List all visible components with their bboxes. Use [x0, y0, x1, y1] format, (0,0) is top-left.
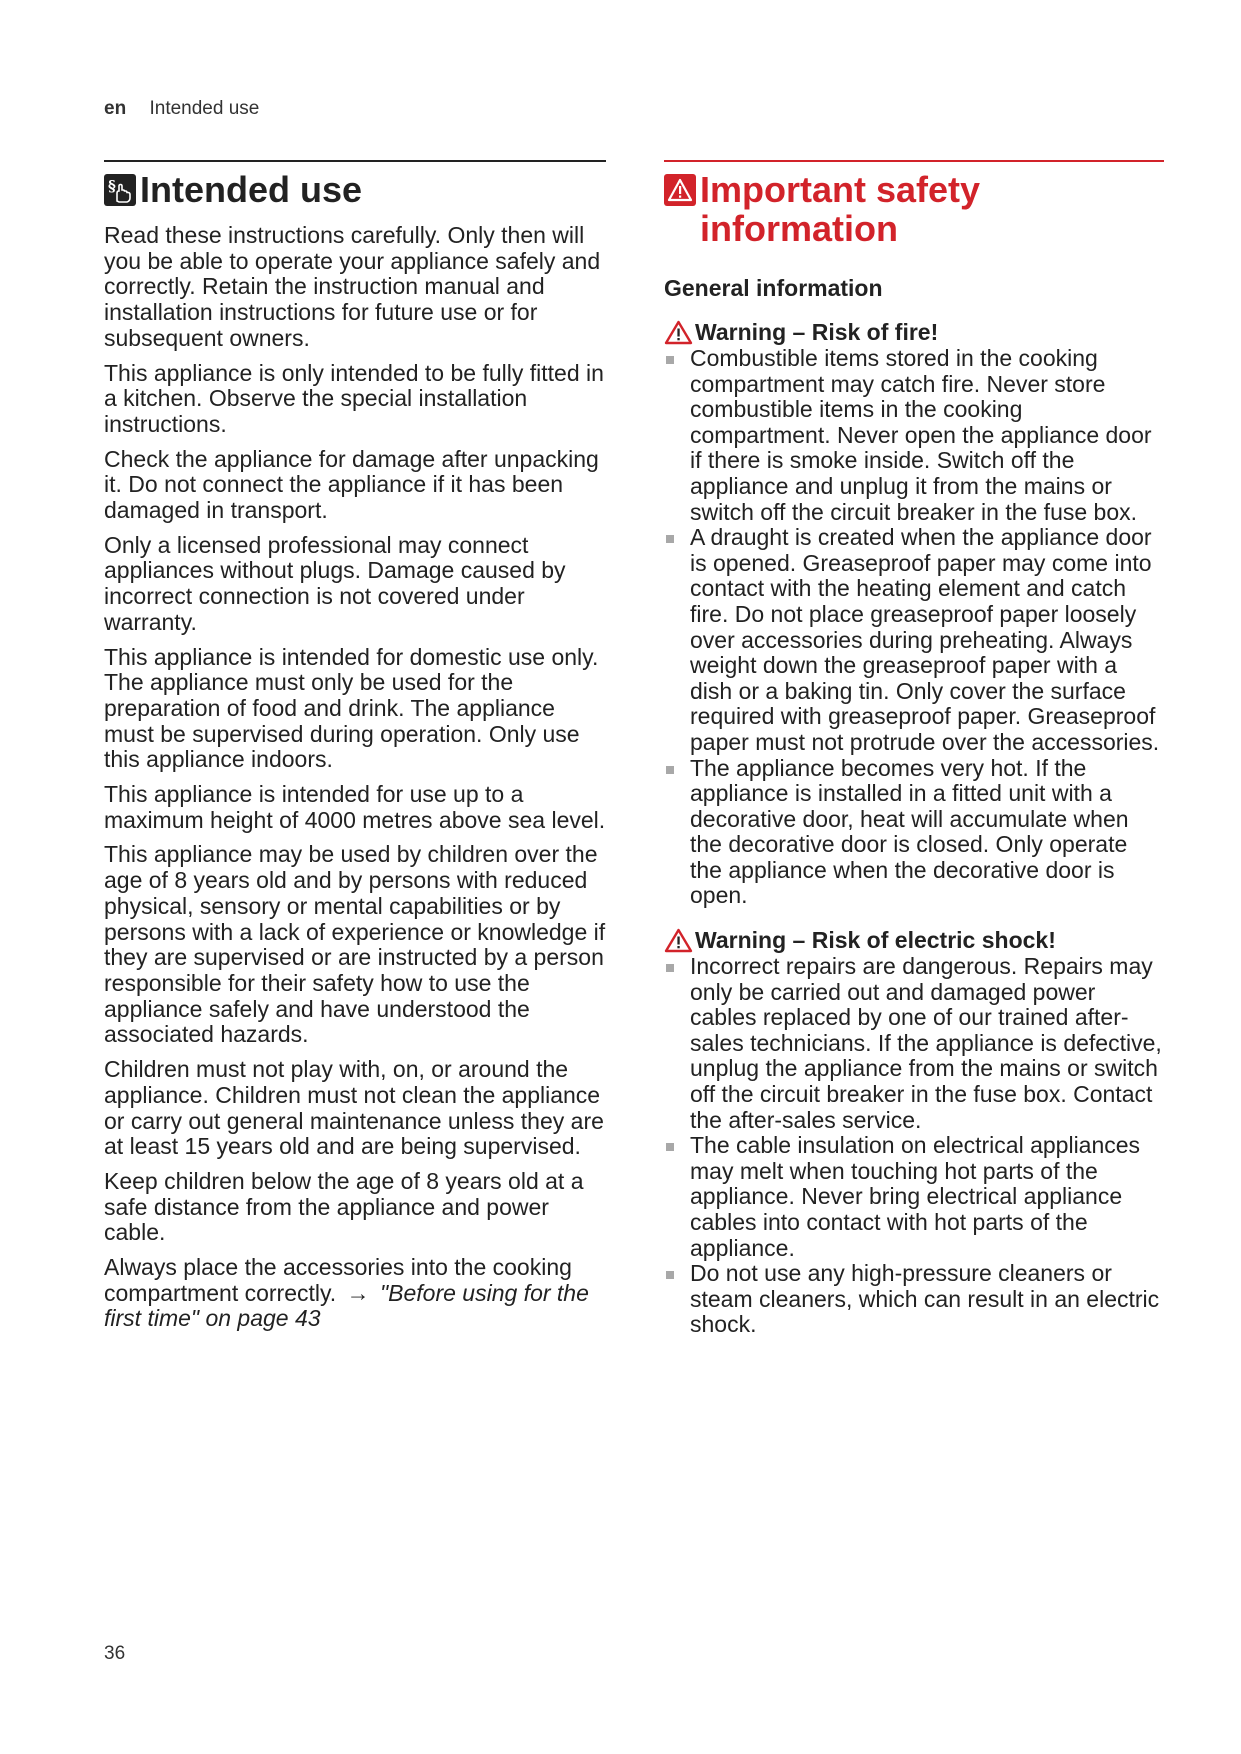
warning-shock-heading [664, 926, 1164, 954]
bullet-square-icon [666, 1271, 674, 1279]
accessories-text: Always place the accessories into the cooking compartment correctly. [104, 1254, 572, 1306]
paragraph-licensed-professional: Only a licensed professional may connect appliances without plugs. Damage caused by incorrect connection is not covered under warranty. [104, 531, 566, 635]
safety-title-rule [664, 160, 1164, 162]
bullet-square-icon [666, 964, 674, 972]
safety-title-text [700, 170, 980, 248]
warning-box-icon [664, 174, 696, 206]
paragraph-fitted-kitchen: This appliance is only intended to be fully fitted in a kitchen. Observe the special installation instructions. [104, 359, 604, 437]
bullet-square-icon [666, 1143, 674, 1151]
title-rule [104, 160, 606, 162]
bullet-square-icon [666, 535, 674, 543]
subtitle-general-information: General information [664, 275, 883, 301]
list-item: A draught is created when the appliance door is opened. Greaseproof paper may come into contact with the heating element and catch fire. Do not place greaseproof paper loosely over accessories during preheating. Always weight down the greaseproof paper with a dish or a baking tin. Only cover the surface required with greaseproof paper. Greaseproof paper must not protrude over the accessories. [664, 525, 1164, 755]
list-item: The appliance becomes very hot. If the appliance is installed in a fitted unit with a decorative door, heat will accumulate when the decorative door is closed. Only operate the appliance when the decorative door is open. [664, 756, 1164, 910]
warning-fire-list [664, 346, 1164, 909]
section-title-intended-use [104, 170, 606, 209]
list-item: Do not use any high-pressure cleaners or steam cleaners, which can result in an electric shock. [664, 1261, 1164, 1338]
paragraph-children-play: Children must not play with, on, or around the appliance. Children must not clean the appliance or carry out general maintenance unless they are at least 15 years old and are being supervised. [104, 1056, 604, 1160]
cross-reference-arrow-icon: → [346, 1279, 370, 1306]
warning-shock-heading-text: Warning – Risk of electric shock! [695, 927, 1056, 954]
warning-fire-heading-text: Warning – Risk of fire! [695, 319, 939, 345]
paragraph-check-damage: Check the appliance for damage after unpacking it. Do not connect the appliance if it has been damaged in transport. [104, 445, 599, 524]
paragraph-accessories [104, 1255, 606, 1332]
paragraph-domestic-use: This appliance is intended for domestic use only. The appliance must only be used for the preparation of food and drink. The appliance must be supervised during operation. Only use this appliance indoors. [104, 643, 599, 773]
warning-triangle-icon [664, 928, 693, 953]
list-item: The cable insulation on electrical appliances may melt when touching hot parts of the appliance. Never bring electrical appliance cables into contact with hot parts of the appliance. [664, 1133, 1164, 1261]
warning-triangle-icon [664, 320, 693, 345]
paragraph-keep-children-away: Keep children below the age of 8 years old at a safe distance from the appliance and power cable. [104, 1167, 584, 1246]
cross-reference-link[interactable]: "Before using for the first time" on page 43 [104, 1279, 589, 1332]
warning-shock-list [664, 954, 1164, 1338]
bullet-square-icon [666, 356, 674, 364]
left-column [104, 160, 606, 1341]
list-item: Combustible items stored in the cooking compartment may catch fire. Never store combustible items in the cooking compartment. Never open the appliance door if there is smoke inside. Switch off the appliance and unplug it from the mains or switch off the circuit breaker in the fuse box. [664, 346, 1164, 525]
paragraph-children-over-8: This appliance may be used by children over the age of 8 years old and by persons with reduced physical, sensory or mental capabilities or by persons with a lack of experience or knowledge if they are supervised or are instructed by a person responsible for their safety how to use the appliance safely and have understood the associated hazards. [104, 841, 606, 1048]
page-number: 36 [104, 1643, 126, 1664]
header-section-title: Intended use [149, 98, 260, 119]
language-code: en [104, 98, 127, 119]
list-item: Incorrect repairs are dangerous. Repairs may only be carried out and damaged power cables replaced by one of our trained after-sales technicians. If the appliance is defective, unplug the appliance from the mains or switch off the circuit breaker in the fuse box. Contact the after-sales service. [664, 954, 1164, 1133]
svg-text:§: § [108, 177, 116, 195]
paragraph-read-instructions: Read these instructions carefully. Only then will you be able to operate your appliance safely and correctly. Retain the instruction manual and installation instructions for future use or for subsequent owners. [104, 222, 601, 351]
running-header [104, 98, 259, 120]
paragraph-max-height: This appliance is intended for use up to a maximum height of 4000 metres above sea level. [104, 781, 606, 833]
section-title-safety [664, 170, 1164, 248]
warning-fire-heading [664, 318, 1164, 346]
bullet-square-icon [666, 766, 674, 774]
right-column [664, 160, 1164, 1338]
regulation-hand-icon [104, 174, 136, 206]
section-title-text: Intended use [140, 169, 363, 210]
safety-title-line1: Important safety [700, 169, 981, 210]
safety-title-line2: information [700, 208, 898, 249]
